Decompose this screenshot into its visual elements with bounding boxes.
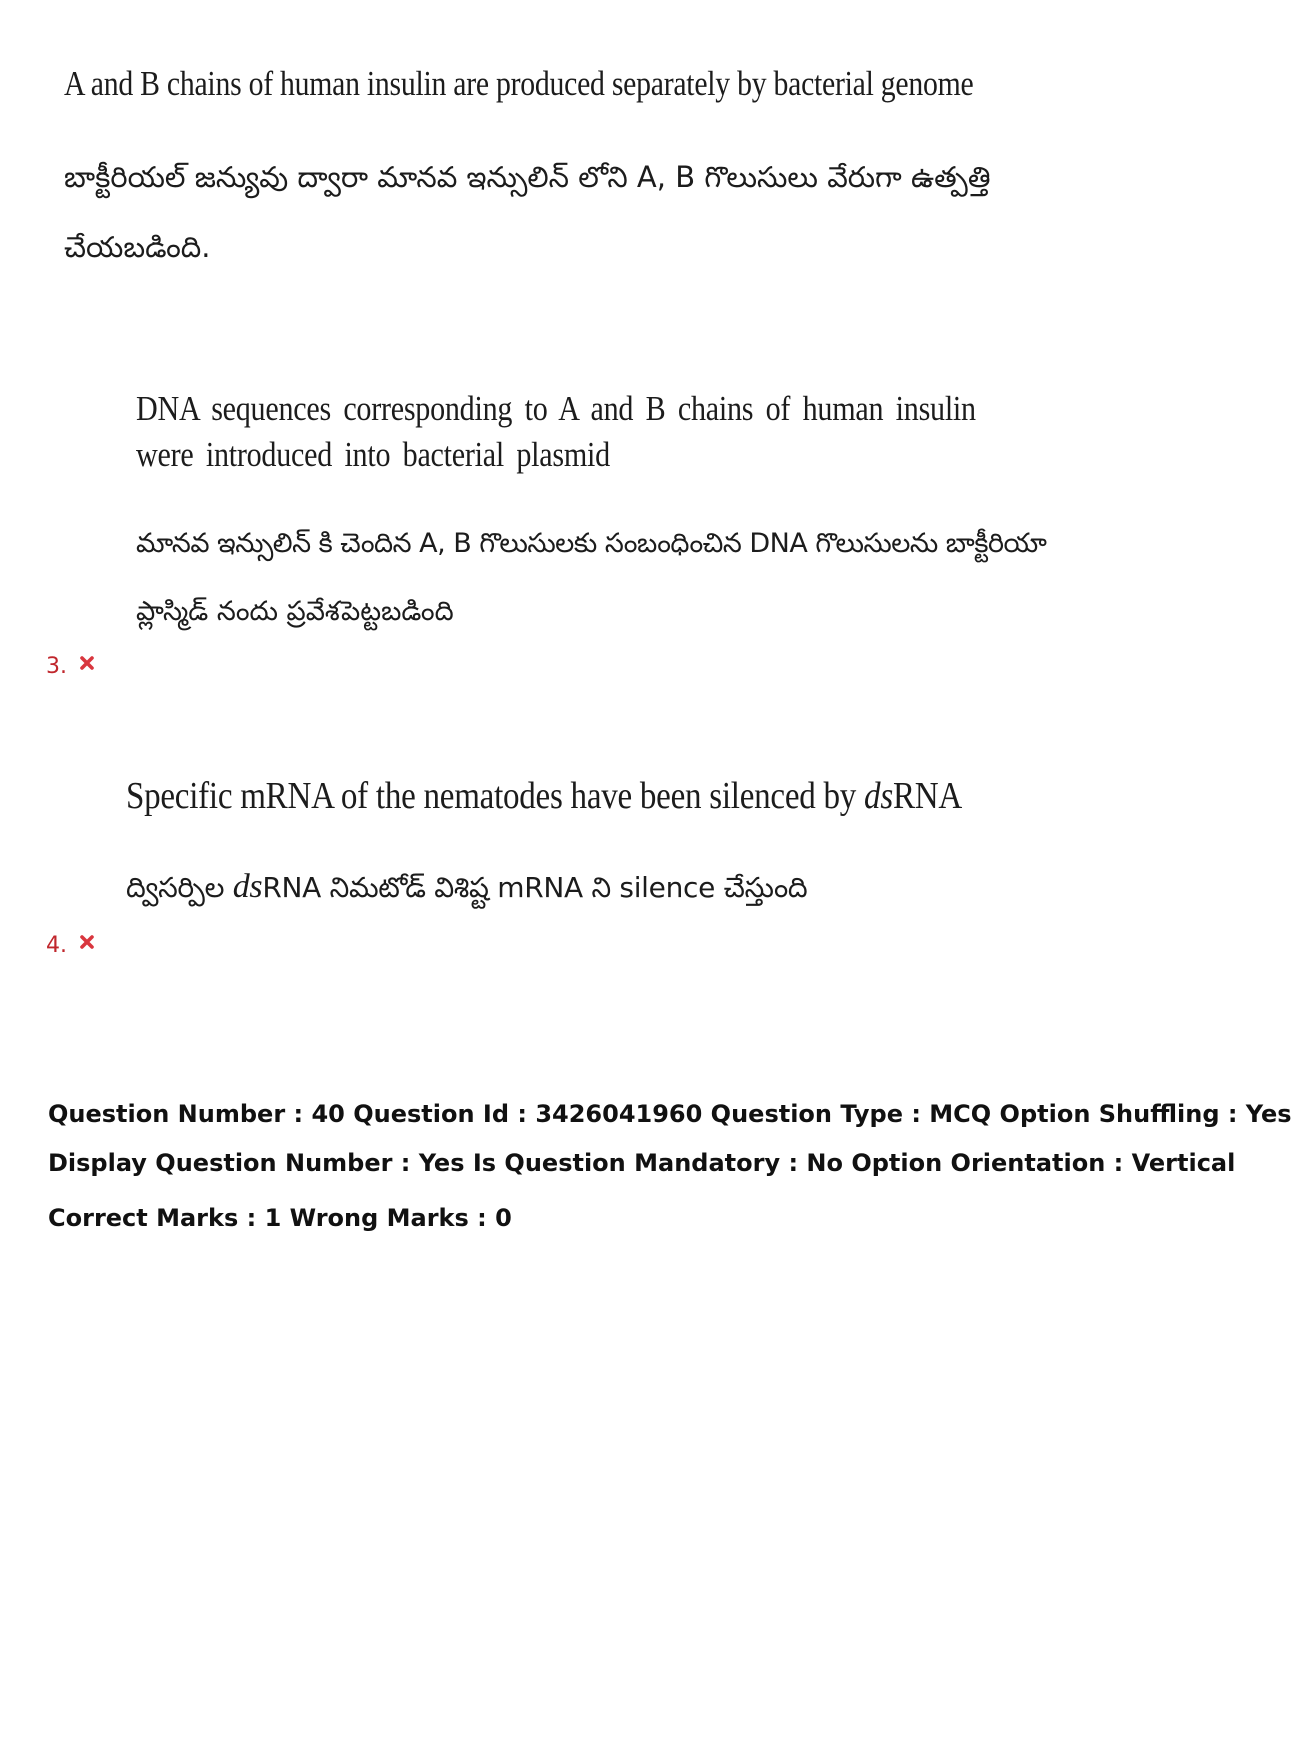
prev-option-english: A and B chains of human insulin are produced separately by bacterial genome xyxy=(64,64,974,103)
option-3-english: DNA sequences corresponding to A and B chains of human insulin were introduced into bacterial plasmid xyxy=(136,389,976,474)
option-4-telugu-pre: ద్విసర్పిల xyxy=(126,871,233,904)
option-3-telugu-line2: ప్లాస్మిడ్ నందు ప్రవేశపెట్టబడింది xyxy=(136,596,454,627)
question-meta-line3 xyxy=(48,1204,512,1232)
question-meta-line1 xyxy=(48,1100,1292,1128)
option-4-english-rna: RNA xyxy=(892,775,962,817)
question-id: Question Id : 3426041960 xyxy=(353,1100,703,1128)
cross-icon xyxy=(79,655,95,671)
option-4-telugu-post: RNA నిమటోడ్ విశిష్ట mRNA ని silence చేస్తుంది xyxy=(262,871,808,904)
question-type: Question Type : MCQ xyxy=(710,1100,992,1128)
option-shuffling: Option Shuffling : Yes xyxy=(999,1100,1292,1128)
cross-icon xyxy=(79,934,95,950)
option-orientation: Option Orientation : Vertical xyxy=(851,1149,1236,1177)
question-meta-line2 xyxy=(48,1149,1235,1177)
is-question-mandatory: Is Question Mandatory : No xyxy=(472,1149,843,1177)
option-4-telugu xyxy=(126,866,807,911)
option-4-english-text: Specific mRNA of the nematodes have been silenced by xyxy=(126,775,865,817)
prev-option-telugu-line1: బాక్టీరియల్ జన్యువు ద్వారా మానవ ఇన్సులిన్ లోని A, B గొలుసులు వేరుగా ఉత్పత్తి xyxy=(64,160,991,194)
question-number: Question Number : 40 xyxy=(48,1100,345,1128)
prev-option-telugu-line2: చేయబడింది. xyxy=(64,230,211,264)
display-question-number: Display Question Number : Yes xyxy=(48,1149,465,1177)
option-4-english-ds: ds xyxy=(864,775,893,817)
option-3-number: 3. xyxy=(46,654,67,679)
correct-marks: Correct Marks : 1 xyxy=(48,1204,282,1232)
option-3-telugu-line1: మానవ ఇన్సులిన్ కి చెందిన A, B గొలుసులకు సంబంధించిన DNA గొలుసులను బాక్టీరియా xyxy=(136,528,1047,559)
option-4-number: 4. xyxy=(46,933,67,958)
option-4-telugu-ds: ds xyxy=(232,868,263,905)
wrong-marks: Wrong Marks : 0 xyxy=(289,1204,512,1232)
option-4-english xyxy=(126,774,962,818)
